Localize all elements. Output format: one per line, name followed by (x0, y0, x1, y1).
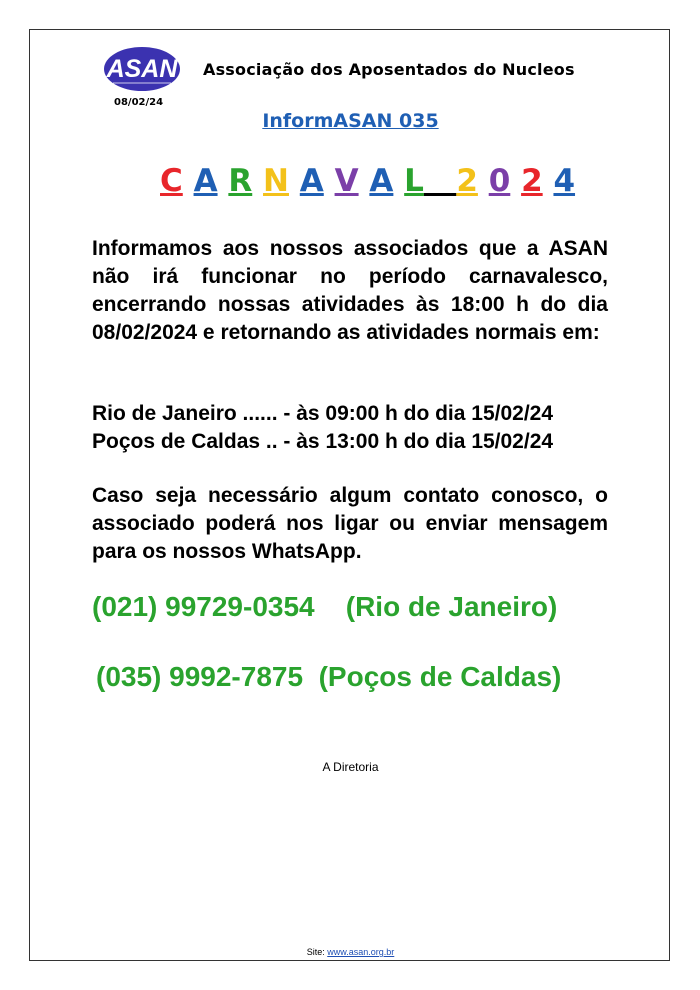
title-letter (218, 163, 229, 199)
title-letter: A (193, 163, 218, 199)
announcement-paragraph: Informamos aos nossos associados que a ASAN não irá funcionar no período carnavalesco, encerrando nossas atividades às 18:00 h do dia 08/02/2024 e retornando as atividades normais em: (92, 237, 608, 344)
phone-pocos (96, 661, 561, 693)
asan-logo (103, 46, 181, 92)
title-letter: A (369, 163, 394, 199)
title-letter (543, 163, 554, 199)
title-letter: R (228, 163, 253, 199)
document-page (29, 29, 670, 961)
title-letter: V (334, 163, 359, 199)
title-letter: N (263, 163, 289, 199)
phone-number: (035) 9992-7875 (96, 661, 304, 692)
schedule-city: Rio de Janeiro ...... (92, 402, 278, 425)
site-label: Site: (306, 947, 325, 957)
title-letter: L (404, 163, 424, 199)
title-letter: 2 (456, 163, 478, 199)
title-letter (324, 163, 335, 199)
footer-site (30, 947, 671, 957)
logo-date: 08/02/24 (114, 97, 164, 108)
bulletin-title-text: InformASAN 035 (262, 110, 439, 132)
title-letter (478, 163, 489, 199)
title-letter: 4 (553, 163, 576, 199)
phone-place: (Poços de Caldas) (318, 661, 562, 692)
signature: A Diretoria (322, 760, 379, 774)
title-letter (183, 163, 194, 199)
schedule-city: Poços de Caldas .. (92, 430, 278, 453)
title-letter: 0 (488, 163, 511, 199)
title-letter (252, 163, 263, 199)
title-letter: C (160, 163, 183, 199)
site-link[interactable]: www.asan.org.br (327, 947, 395, 957)
phone-rio (92, 591, 557, 623)
title-letter: 2 (521, 163, 543, 199)
contact-paragraph: Caso seja necessário algum contato conosco, o associado poderá nos ligar ou enviar mensagem para os nossos WhatsApp. (92, 484, 608, 563)
title-letter (359, 163, 370, 199)
phone-place: (Rio de Janeiro) (345, 591, 558, 622)
organization-name: Associação dos Aposentados do Nucleos (203, 60, 575, 79)
title-letter (510, 163, 521, 199)
bulletin-title (30, 110, 671, 132)
title-letter: A (299, 163, 324, 199)
title-letter (289, 163, 300, 199)
schedule-row-pocos (92, 428, 608, 456)
schedule-time: - às 09:00 h do dia 15/02/24 (283, 402, 554, 425)
schedule-row-rio (92, 400, 608, 428)
logo-text: ASAN (106, 55, 178, 83)
title-letter (393, 163, 404, 199)
phone-number: (021) 99729-0354 (92, 591, 315, 622)
schedule-time: - às 13:00 h do dia 15/02/24 (283, 430, 554, 453)
title-letter (424, 163, 456, 199)
carnaval-title (160, 163, 575, 199)
